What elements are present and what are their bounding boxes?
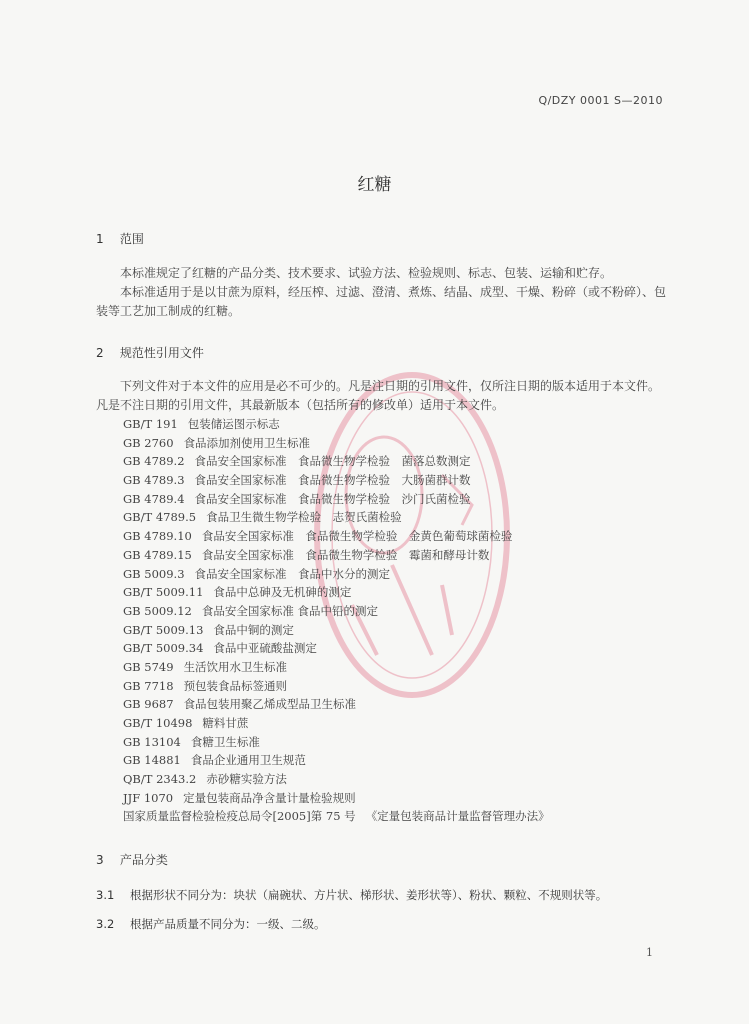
- reference-code: GB 4789.2: [123, 454, 185, 469]
- reference-item: [123, 639, 683, 658]
- page-number: 1: [646, 946, 653, 959]
- section-title: 范围: [119, 232, 144, 246]
- reference-title: 食品安全国家标准 食品微生物学检验 大肠菌群计数: [194, 473, 471, 488]
- paragraph: 下列文件对于本文件的应用是必不可少的。凡是注日期的引用文件，仅所注日期的版本适用于本文件。凡是不注日期的引用文件，其最新版本（包括所有的修改单）适用于本文件。: [96, 379, 661, 412]
- reference-code: GB 4789.4: [123, 491, 185, 506]
- reference-title: 食品中铜的测定: [213, 622, 294, 637]
- section-2-intro: [96, 377, 666, 415]
- reference-code: QB/T 2343.2: [123, 772, 197, 787]
- section-title: 规范性引用文件: [119, 346, 204, 360]
- reference-title: 《定量包装商品计量监督管理办法》: [365, 809, 550, 824]
- clause-number: 3.1: [96, 888, 115, 902]
- reference-item: [123, 415, 683, 434]
- reference-item: [123, 751, 683, 770]
- clause-text: 根据形状不同分为：块状（扁碗状、方片状、梯形状、姜形状等）、粉状、颗粒、不规则状等。: [130, 888, 608, 902]
- reference-item: [123, 602, 683, 621]
- reference-item: [123, 733, 683, 752]
- reference-item: [123, 807, 683, 826]
- reference-title: 生活饮用水卫生标准: [183, 659, 288, 674]
- reference-code: GB 4789.10: [123, 529, 192, 544]
- section-number: 2: [96, 346, 104, 360]
- reference-title: 食品安全国家标准 食品中水分的测定: [194, 566, 391, 581]
- section-3-heading: [96, 851, 168, 868]
- clause-3-1: [96, 887, 607, 903]
- reference-item: [123, 658, 683, 677]
- reference-code: GB 14881: [123, 753, 181, 768]
- reference-title: 食糖卫生标准: [190, 734, 260, 749]
- reference-code: GB 13104: [123, 734, 181, 749]
- reference-list: [123, 415, 683, 826]
- reference-code: GB 5009.3: [123, 566, 185, 581]
- reference-title: 食品安全国家标准 食品微生物学检验 菌落总数测定: [194, 454, 471, 469]
- standard-number: Q/DZY 0001 S—2010: [538, 94, 663, 107]
- reference-item: [123, 565, 683, 584]
- section-1-body: [96, 264, 666, 321]
- section-2-heading: [96, 344, 204, 361]
- reference-title: 食品安全国家标准 食品中铅的测定: [201, 603, 379, 618]
- reference-title: 食品安全国家标准 食品微生物学检验 沙门氏菌检验: [194, 491, 471, 506]
- reference-title: 食品中亚硫酸盐测定: [213, 641, 317, 656]
- reference-item: [123, 434, 683, 453]
- reference-title: 食品安全国家标准 食品微生物学检验 金黄色葡萄球菌检验: [201, 529, 513, 544]
- reference-code: GB 9687: [123, 697, 174, 712]
- reference-title: 预包装食品标签通则: [183, 678, 288, 693]
- paragraph: 本标准适用于是以甘蔗为原料，经压榨、过滤、澄清、煮炼、结晶、成型、干燥、粉碎（或不粉碎）、包装等工艺加工制成的红糖。: [96, 285, 667, 318]
- reference-code: GB 5749: [123, 659, 174, 674]
- reference-code: GB 5009.12: [123, 603, 192, 618]
- reference-item: [123, 714, 683, 733]
- reference-title: 食品添加剂使用卫生标准: [183, 435, 311, 450]
- reference-title: 定量包装商品净含量计量检验规则: [183, 790, 356, 805]
- reference-title: 食品包装用聚乙烯成型品卫生标准: [183, 697, 357, 712]
- reference-code: GB/T 5009.13: [123, 622, 204, 637]
- reference-code: 国家质量监督检验检疫总局令[2005]第 75 号: [123, 809, 356, 824]
- clause-text: 根据产品质量不同分为：一级、二级。: [130, 917, 326, 931]
- reference-code: JJF 1070: [123, 790, 174, 805]
- paragraph: 本标准规定了红糖的产品分类、技术要求、试验方法、检验规则、标志、包装、运输和贮存。: [120, 266, 613, 280]
- reference-title: 糖料甘蔗: [202, 716, 249, 730]
- reference-item: [123, 471, 683, 490]
- section-1-heading: [96, 230, 144, 247]
- clause-3-2: [96, 916, 326, 932]
- reference-item: [123, 527, 683, 546]
- reference-code: GB 7718: [123, 678, 174, 693]
- reference-item: [123, 490, 683, 509]
- clause-number: 3.2: [96, 917, 115, 931]
- reference-title: 食品安全国家标准 食品微生物学检验 霉菌和酵母计数: [201, 547, 490, 562]
- reference-item: [123, 452, 683, 471]
- reference-item: [123, 546, 683, 565]
- reference-title: 食品中总砷及无机砷的测定: [213, 585, 352, 600]
- document-title: 红糖: [357, 175, 392, 195]
- reference-code: GB 4789.3: [123, 473, 185, 488]
- reference-code: GB/T 5009.11: [123, 585, 204, 600]
- reference-title: 赤砂糖实验方法: [206, 772, 287, 787]
- reference-code: GB 4789.15: [123, 547, 192, 562]
- section-number: 1: [96, 232, 104, 246]
- reference-item: [123, 583, 683, 602]
- reference-title: 食品卫生微生物学检验 志贺氏菌检验: [206, 510, 402, 525]
- reference-title: 包装储运图示标志: [187, 417, 280, 431]
- reference-code: GB/T 5009.34: [123, 641, 204, 656]
- section-number: 3: [96, 853, 104, 867]
- reference-item: [123, 677, 683, 696]
- reference-item: [123, 789, 683, 808]
- reference-title: 食品企业通用卫生规范: [190, 753, 306, 768]
- section-title: 产品分类: [119, 853, 168, 867]
- reference-code: GB/T 191: [123, 417, 178, 431]
- reference-item: [123, 508, 683, 527]
- reference-code: GB/T 10498: [123, 716, 193, 730]
- reference-item: [123, 621, 683, 640]
- reference-code: GB/T 4789.5: [123, 510, 197, 525]
- reference-item: [123, 695, 683, 714]
- reference-code: GB 2760: [123, 435, 174, 450]
- reference-item: [123, 770, 683, 789]
